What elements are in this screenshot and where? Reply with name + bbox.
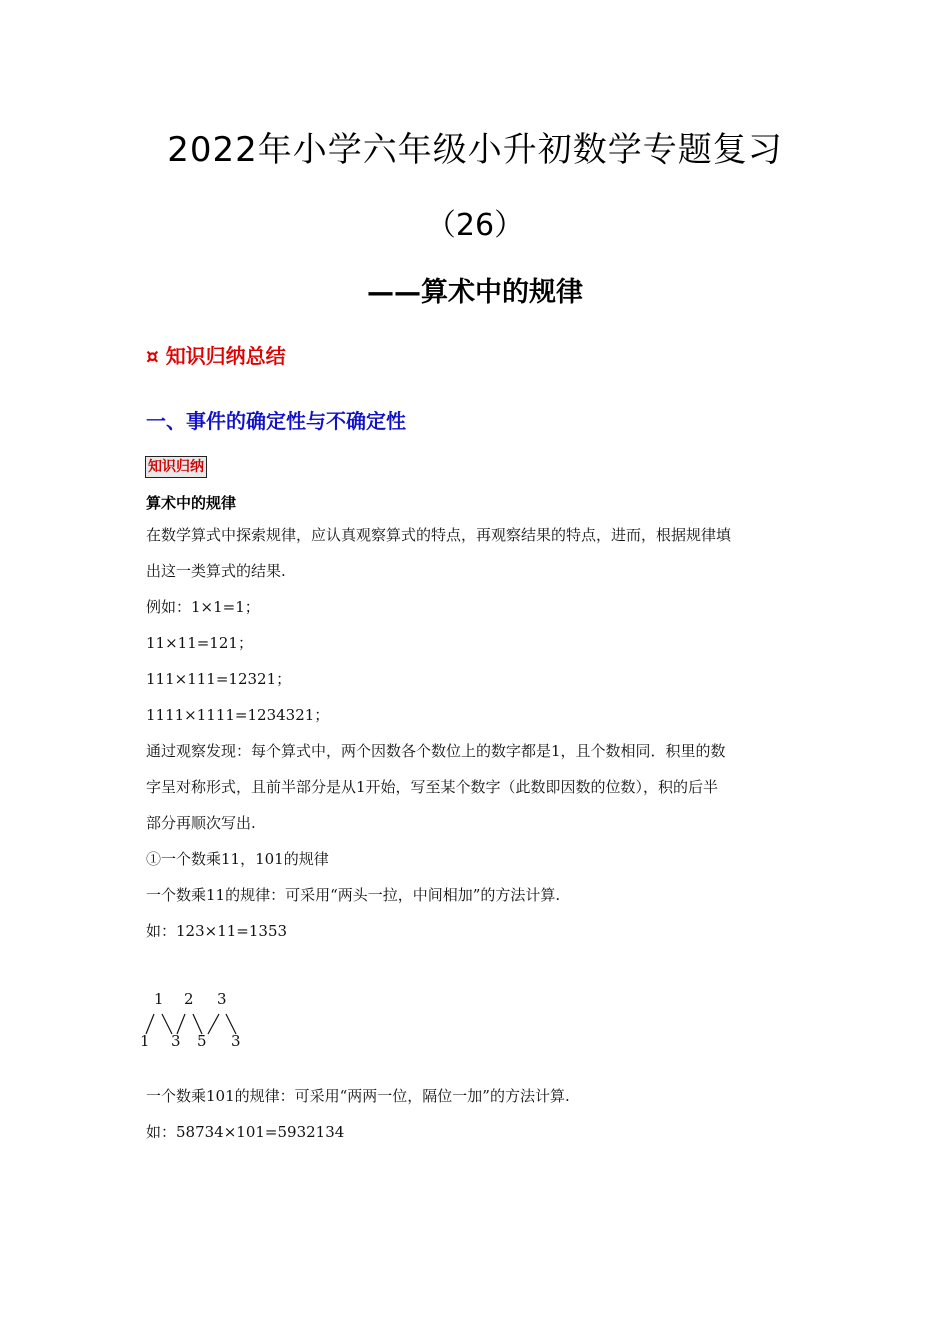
diagram-bottom-digit: 1 [140, 1032, 150, 1050]
topic-heading: 算术中的规律 [146, 494, 237, 512]
diagram-top-digit: 1 [154, 990, 164, 1008]
example-4: 1111×1111=1234321； [146, 706, 330, 724]
rule-101: 一个数乘101的规律：可采用“两两一位，隔位一加”的方法计算. [146, 1087, 570, 1105]
diagram-bottom-digit: 5 [197, 1032, 207, 1050]
diagram-line [162, 1014, 172, 1034]
rule-11: 一个数乘11的规律：可采用“两头一拉，中间相加”的方法计算. [146, 886, 561, 904]
page-title: 2022年小学六年级小升初数学专题复习 [167, 130, 783, 170]
diagram-bottom-digit: 3 [171, 1032, 181, 1050]
rule-11-example: 如：123×11=1353 [146, 922, 288, 940]
intro-line-1: 在数学算式中探索规律，应认真观察算式的特点，再观察结果的特点，进而，根据规律填 [146, 526, 732, 544]
rule-101-paragraph [146, 1078, 806, 1150]
example-1: 例如：1×1=1； [146, 598, 260, 616]
rule-101-example: 如：58734×101=5932134 [146, 1123, 345, 1141]
multiply-11-diagram [140, 990, 250, 1052]
observe-line-3: 部分再顺次写出. [146, 814, 256, 832]
title-number: （26） [425, 208, 525, 243]
diagram-line [226, 1014, 236, 1034]
rule-title: ①一个数乘11，101的规律 [146, 850, 329, 868]
example-3: 111×111=12321； [146, 670, 292, 688]
diagram-top-digit: 3 [217, 990, 227, 1008]
diagram-line [146, 1014, 154, 1034]
diagram-line [177, 1014, 185, 1034]
observe-line-2: 字呈对称形式，且前半部分是从1开始，写至某个数字（此数即因数的位数），积的后半 [146, 778, 719, 796]
diagram-bottom-digit: 3 [231, 1032, 241, 1050]
intro-paragraph [146, 517, 806, 949]
example-2: 11×11=121； [146, 634, 253, 652]
diagram-line [208, 1014, 219, 1034]
page-subtitle: ——算术中的规律 [367, 277, 583, 308]
observe-line-1: 通过观察发现：每个算式中，两个因数各个数位上的数字都是1，且个数相同．积里的数 [146, 742, 726, 760]
knowledge-summary-heading: ¤ 知识归纳总结 [146, 344, 286, 368]
diagram-top-digit: 2 [184, 990, 194, 1008]
section-one-heading: 一、事件的确定性与不确定性 [146, 409, 406, 433]
knowledge-tag: 知识归纳 [145, 456, 207, 478]
diagram-line [193, 1014, 202, 1034]
intro-line-2: 出这一类算式的结果. [146, 562, 286, 580]
